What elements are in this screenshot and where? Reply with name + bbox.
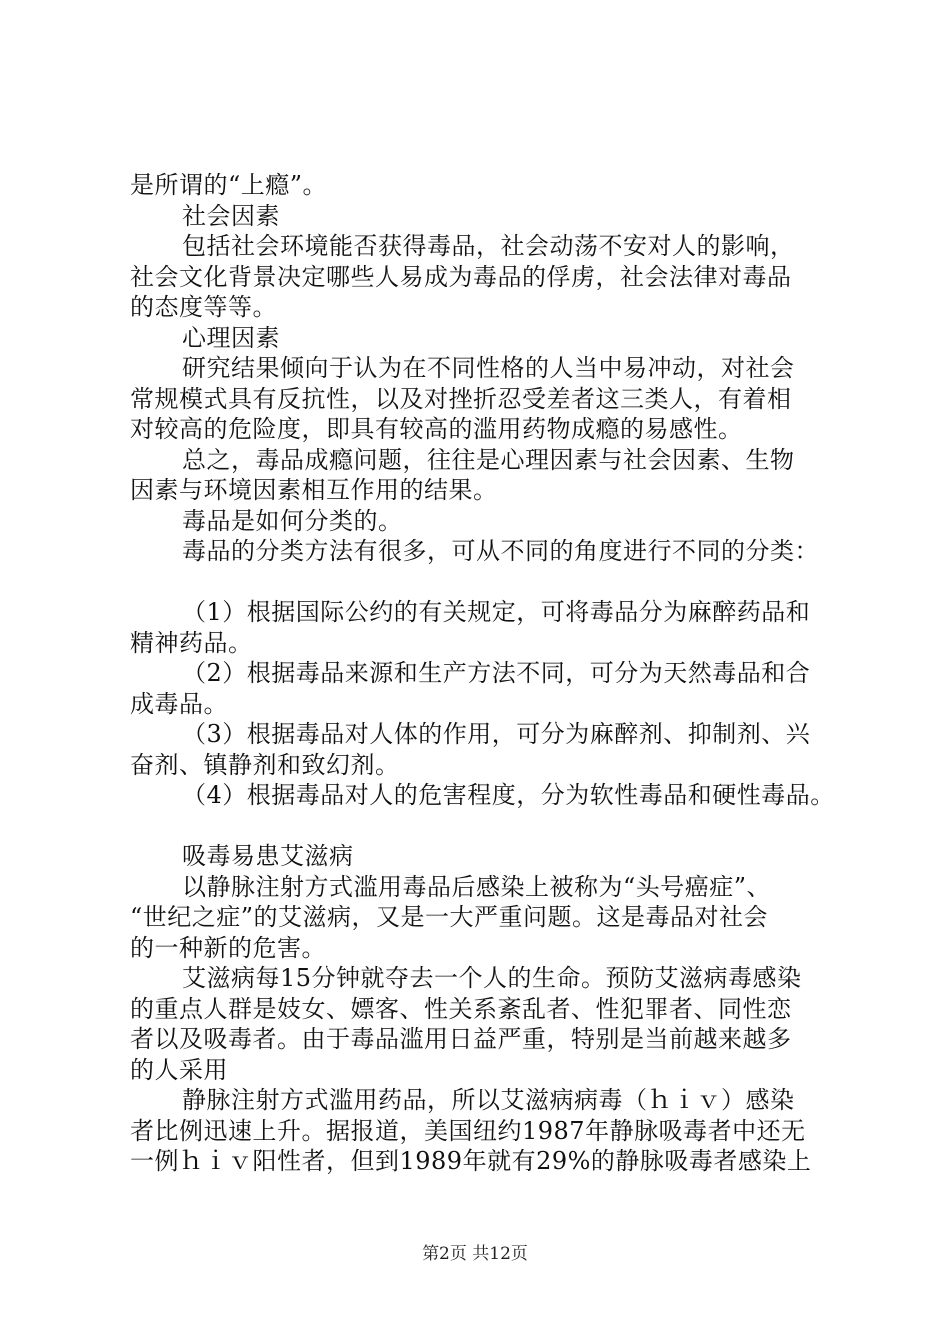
text-line: 包括社会环境能否获得毒品，社会动荡不安对人的影响， xyxy=(182,232,795,260)
text-line: 对较高的危险度，即具有较高的滥用药物成瘾的易感性。 xyxy=(130,415,743,443)
text-line: 成毒品。 xyxy=(130,689,228,718)
list-item: （1）根据国际公约的有关规定，可将毒品分为麻醉药品和 xyxy=(182,598,811,626)
blank-line xyxy=(130,567,842,598)
text-line: 的重点人群是妓女、嫖客、性关系紊乱者、性犯罪者、同性恋 xyxy=(130,994,792,1023)
text-line: 的态度等等。 xyxy=(130,293,277,321)
text-line: 的一种新的危害。 xyxy=(130,933,326,962)
text-line: 奋剂、镇静剂和致幻剂。 xyxy=(130,750,400,779)
text-line: “世纪之症”的艾滋病，又是一大严重问题。这是毒品对社会 xyxy=(130,903,769,931)
section-heading-aids: 吸毒易患艾滋病 xyxy=(182,842,354,870)
list-item: （4）根据毒品对人的危害程度，分为软性毒品和硬性毒品。 xyxy=(182,781,835,809)
list-item: （3）根据毒品对人体的作用，可分为麻醉剂、抑制剂、兴 xyxy=(182,720,811,748)
list-item: （2）根据毒品来源和生产方法不同，可分为天然毒品和合 xyxy=(182,659,811,687)
text-line: 精神药品。 xyxy=(130,628,253,657)
text-line: 毒品的分类方法有很多，可从不同的角度进行不同的分类： xyxy=(182,537,819,565)
section-heading-classification: 毒品是如何分类的。 xyxy=(182,506,403,535)
blank-line xyxy=(130,811,842,842)
text-line: 一例ｈｉｖ阳性者，但到1989年就有29%的静脉吸毒者感染上 xyxy=(130,1147,812,1175)
text-line: 以静脉注射方式滥用毒品后感染上被称为“头号癌症”、 xyxy=(182,872,772,901)
text-line: 是所谓的“上瘾”。 xyxy=(130,171,328,199)
text-line: 社会文化背景决定哪些人易成为毒品的俘虏，社会法律对毒品 xyxy=(130,262,792,291)
text-line: 者比例迅速上升。据报道，美国纽约1987年静脉吸毒者中还无 xyxy=(130,1116,806,1145)
text-line: 总之，毒品成瘾问题，往往是心理因素与社会因素、生物 xyxy=(182,445,795,474)
text-line: 者以及吸毒者。由于毒品滥用日益严重，特别是当前越来越多 xyxy=(130,1025,792,1053)
text-line: 研究结果倾向于认为在不同性格的人当中易冲动，对社会 xyxy=(182,354,795,382)
document-body xyxy=(130,170,842,1177)
text-line: 因素与环境因素相互作用的结果。 xyxy=(130,476,498,504)
text-line: 常规模式具有反抗性，以及对挫折忍受差者这三类人，有着相 xyxy=(130,384,792,413)
page-footer: 第2页 共12页 xyxy=(422,1244,528,1264)
text-line: 艾滋病每15分钟就夺去一个人的生命。预防艾滋病毒感染 xyxy=(182,964,802,992)
section-heading-social-factors: 社会因素 xyxy=(182,201,280,230)
section-heading-psychological-factors: 心理因素 xyxy=(182,323,280,352)
text-line: 的人采用 xyxy=(130,1055,228,1084)
text-line: 静脉注射方式滥用药品，所以艾滋病病毒（ｈｉｖ）感染 xyxy=(182,1086,795,1114)
